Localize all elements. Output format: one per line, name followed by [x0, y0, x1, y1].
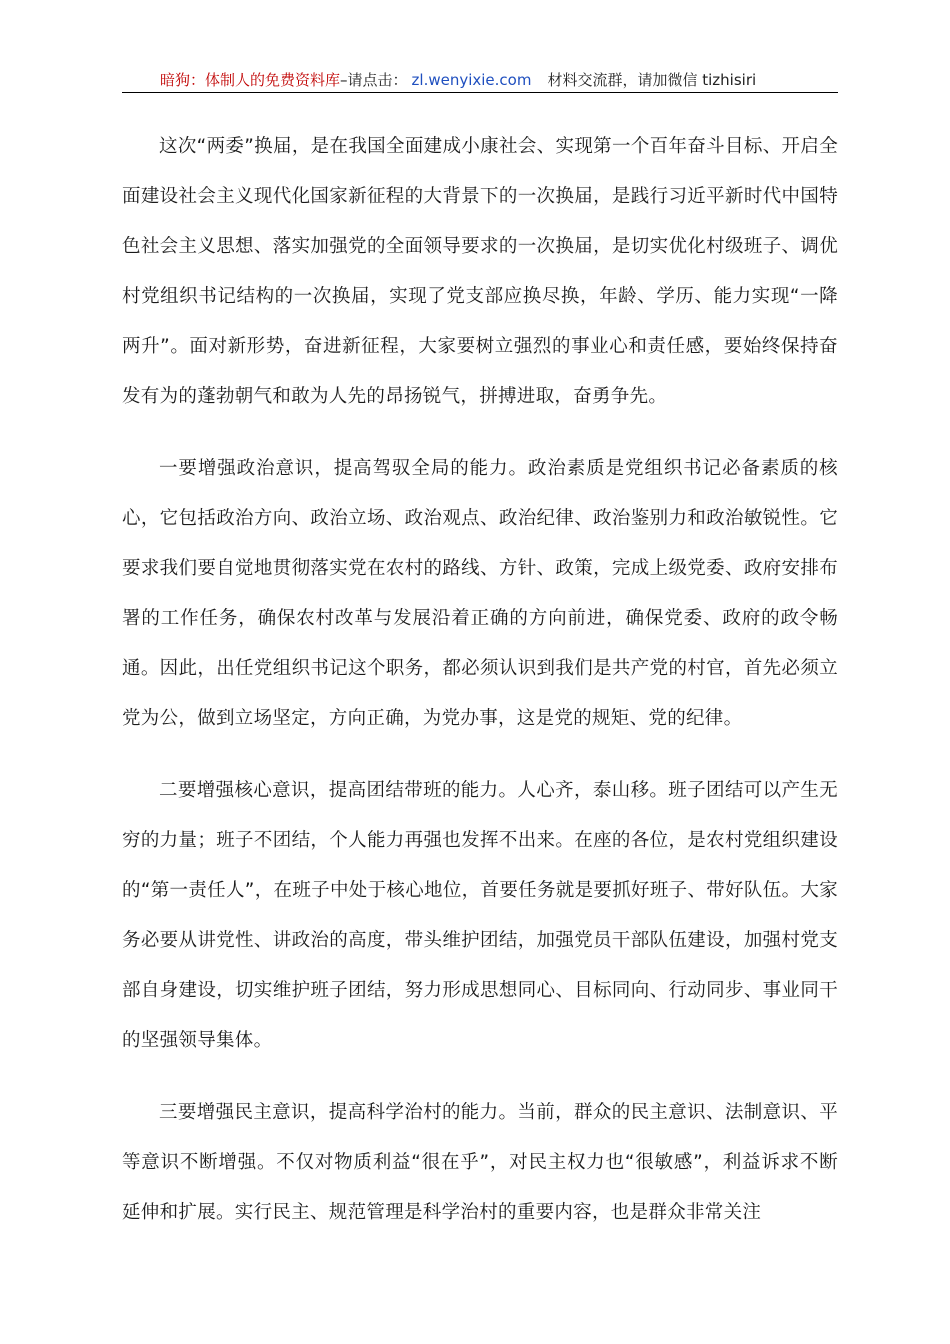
header-line [160, 70, 756, 90]
header-group-info: 材料交流群，请加微信 tizhisiri [547, 71, 757, 89]
paragraph-intro: 这次“两委”换届，是在我国全面建成小康社会、实现第一个百年奋斗目标、开启全面建设社会主义现代化国家新征程的大背景下的一次换届，是践行习近平新时代中国特色社会主义思想、落实加强党的全面领导要求的一次换届，是切实优化村级班子、调优村党组织书记结构的一次换届，实现了党支部应换尽换，年龄、学历、能力实现“一降两升”。面对新形势，奋进新征程，大家要树立强烈的事业心和责任感，要始终保持奋发有为的蓬勃朝气和敢为人先的昂扬锐气，拼搏进取，奋勇争先。 [122, 136, 838, 407]
header-link[interactable]: zl.wenyixie.com [411, 71, 532, 89]
header-click-prompt: –请点击： [340, 71, 408, 89]
paragraph-core-awareness: 二要增强核心意识，提高团结带班的能力。人心齐，泰山移。班子团结可以产生无穷的力量；班子不团结，个人能力再强也发挥不出来。在座的各位，是农村党组织建设的“第一责任人”，在班子中处于核心地位，首要任务就是要抓好班子、带好队伍。大家务必要从讲党性、讲政治的高度，带头维护团结，加强党员干部队伍建设，加强村党支部自身建设，切实维护班子团结，努力形成思想同心、目标同向、行动同步、事业同干的坚强领导集体。 [122, 780, 838, 1051]
document-body [122, 122, 838, 1260]
paragraph-political-awareness: 一要增强政治意识，提高驾驭全局的能力。政治素质是党组织书记必备素质的核心，它包括政治方向、政治立场、政治观点、政治纪律、政治鉴别力和政治敏锐性。它要求我们要自觉地贯彻落实党在农村的路线、方针、政策，完成上级党委、政府安排布署的工作任务，确保农村改革与发展沿着正确的方向前进，确保党委、政府的政令畅通。因此，出任党组织书记这个职务，都必须认识到我们是共产党的村官，首先必须立党为公，做到立场坚定，方向正确，为党办事，这是党的规矩、党的纪律。 [122, 458, 838, 729]
page-header [122, 70, 838, 93]
paragraph-democratic-awareness: 三要增强民主意识，提高科学治村的能力。当前，群众的民主意识、法制意识、平等意识不断增强。不仅对物质利益“很在乎”，对民主权力也“很敏感”，利益诉求不断延伸和扩展。实行民主、规范管理是科学治村的重要内容，也是群众非常关注 [122, 1102, 838, 1223]
header-brand: 暗狗：体制人的免费资料库 [160, 71, 341, 89]
